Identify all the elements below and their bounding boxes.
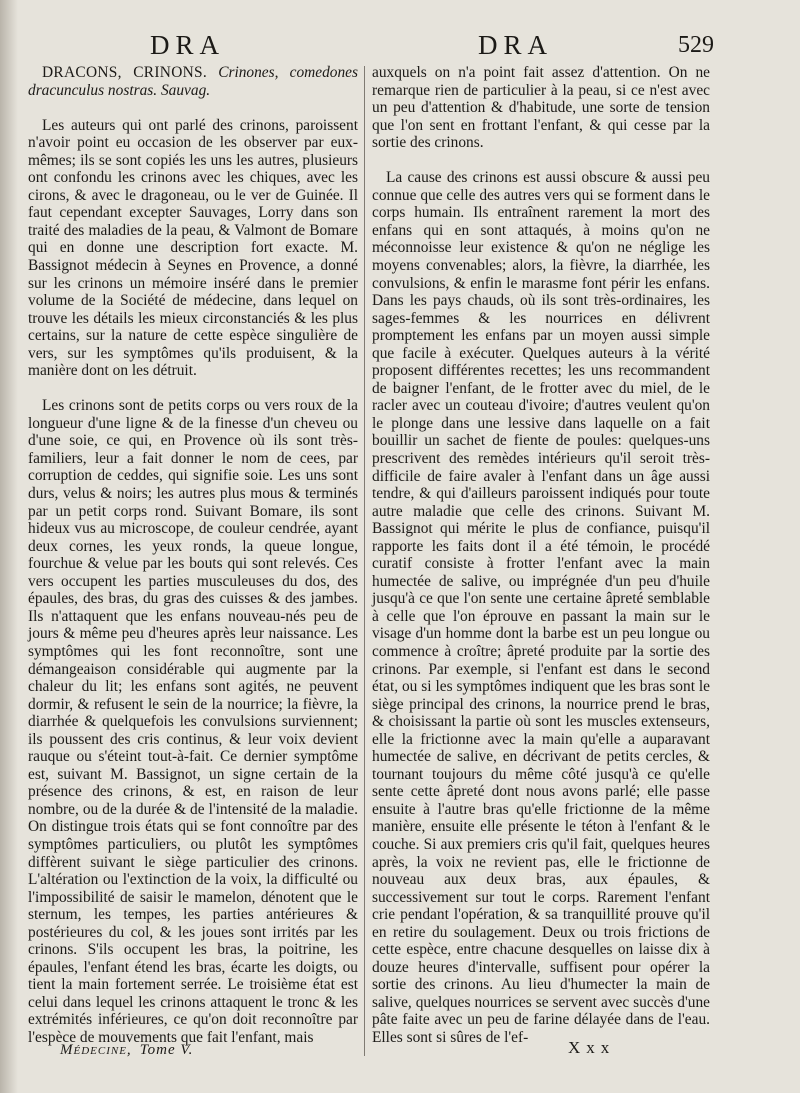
binding-shadow (0, 0, 18, 1093)
signature-text: Médecine, (60, 1042, 132, 1058)
paragraph: Les crinons sont de petits corps ou vers roux de la longueur d'une ligne & de la finesse d'un cheveu ou d'une soie, ce qui, en Provence où ils sont très-familiers, leur a fait donner le nom de cees, par corruption de ceddes, qui signifie soie. Les uns sont durs, velus & noirs; les autres plus mous & terminés par un petit corps rond. Suivant Bomare, ils sont hideux vus au microscope, de couleur cendrée, ayant deux cornes, les yeux ronds, la queue longue, fourchue & velue par les bouts qui sont relevés. Ces vers occupent les parties musculeuses du dos, des épaules, des bras, du gras des cuisses & des jambes. Ils n'attaquent que les enfans nouveau-nés peu de jours & même peu d'heures après leur naissance. Les symptômes qui les font reconnoître, sont une démangeaison considérable qui augmente par la chaleur du lit; les enfans sont agités, ne peuvent dormir, & refusent le sein de la nourrice; la fièvre, la diarrhée & quelquefois les convulsions surviennent; ils poussent des cris continus, & leur voix devient rauque ou s'éteint tout-à-fait. Ce dernier symptôme est, suivant M. Bassignot, un signe certain de la présence des crinons, & est, en raison de leur nombre, ou de la durée & de l'intensité de la maladie. On distingue trois états qui se font connoître par des symptômes particuliers, ou plutôt les symptômes diffèrent suivant le siège particulier des crinons. L'altération ou l'extinction de la voix, la difficulté ou l'impossibilité de saisir le mamelon, dénotent que le sternum, les tempes, les parties antérieures & postérieures du col, & les joues sont irrités par les crinons. S'ils occupent les bras, la poitrine, les épaules, l'enfant étend les bras, écarte les doigts, ou tient la main fortement serrée. Le troisième état est celui dans lequel les crinons attaquent le tronc & les extrémités inférieures, ce qu'on doit reconnoître par l'espèce de mouvements que fait l'enfant, mais (28, 397, 358, 1046)
signature-mark: Xxx (568, 1038, 616, 1057)
paragraph: auxquels on n'a point fait assez d'attention. On ne remarque rien de particulier à la peau, si ce n'est avec un peu d'attention & d'habitude, une sorte de tension que l'on sent en frottant l'enfant, & qui cesse par la sortie des crinons. (372, 64, 710, 152)
entry-heading (28, 64, 358, 99)
footer-signature (60, 1042, 193, 1059)
running-head-left: DRA (150, 30, 226, 60)
page-number: 529 (678, 32, 714, 58)
tome-label: Tome V. (139, 1042, 194, 1058)
entry-headword: DRACONS, CRINONS. (42, 64, 208, 81)
entry-synonyms: Crinones, comedones dracunculus nostras. Sauvag. (28, 64, 358, 99)
left-column (28, 64, 358, 1047)
column-divider (364, 66, 365, 1056)
right-column (372, 64, 710, 1047)
running-head-right: DRA (478, 30, 554, 60)
paragraph: La cause des crinons est aussi obscure & aussi peu connue que celle des autres vers qui se forment dans le corps humain. Ils entraînent rarement la mort des enfans qui en sont attaqués, à moins qu'on ne méconnoisse leur existence & qu'on ne néglige les moyens convenables; alors, la fièvre, la diarrhée, les convulsions, & enfin le marasme font périr les enfans. Dans les pays chauds, où ils sont très-ordinaires, les sages-femmes & les nourrices en délivrent promptement les enfans par un moyen aussi simple que facile à exécuter. Quelques auteurs à la vérité proposent différentes recettes; les uns recommandent de baigner l'enfant, de le frotter avec du miel, de le racler avec un couteau d'ivoire; d'autres veulent qu'on le plonge dans une lessive dans laquelle on a fait bouillir un sachet de fiente de poules: quelques-uns prescrivent des remèdes intérieurs qu'il seroit très-difficile de faire avaler à l'enfant dans un âge aussi tendre, & qui d'ailleurs paroissent indiqués pour toute autre maladie que celle des crinons. Suivant M. Bassignot qui mérite le plus de confiance, puisqu'il rapporte les faits dont il a été témoin, le procédé curatif consiste à frotter l'enfant avec la main humectée de salive, ou imprégnée d'un peu d'huile jusqu'à ce que l'on sente une certaine âpreté semblable à celle que l'on éprouve en passant la main sur le visage d'un homme dont la barbe est un peu longue ou commence à croître; âpreté produite par la sortie des crinons. Par exemple, si l'enfant est dans le second état, ou si les symptômes indiquent que les bras sont le siège principal des crinons, la nourrice prend le bras, & choisissant la partie où sont les muscles extenseurs, elle la frictionne avec la main qu'elle a auparavant humectée de salive, en décrivant de petits cercles, & tournant toujours du même côté jusqu'à ce qu'elle sente cette âpreté dont nous avons parlé; elle passe ensuite à l'autre bras qu'elle frictionne de la même manière, ensuite elle présente le téton à l'enfant & le couche. Si aux premiers cris qu'il fait, quelques heures après, la voix ne revient pas, elle le frictionne de nouveau aux deux bras, aux épaules, & successivement sur tout le corps. Rarement l'enfant crie pendant l'opération, & sa tranquillité prouve qu'il en retire du soulagement. Deux ou trois frictions de cette espèce, entre chacune desquelles on laisse dix à douze heures d'intervalle, suffisent pour opérer la sortie des crinons. Au lieu d'humecter la main de salive, quelques nourrices se servent avec succès d'une pâte faite avec un peu de farine délayée dans de l'eau. Elles sont si sûres de l'ef- (372, 169, 710, 1047)
paragraph: Les auteurs qui ont parlé des crinons, paroissent n'avoir point eu occasion de les observer par eux-mêmes; ils se sont copiés les uns les autres, plusieurs ont confondu les crinons avec les chiques, avec les cirons, & avec le dragoneau, ou le ver de Guinée. Il faut cependant excepter Sauvages, Lorry dans son traité des maladies de la peau, & Valmont de Bomare qui en donne une description fort exacte. M. Bassignot médecin à Seynes en Provence, a donné sur les crinons un mémoire inséré dans le premier volume de la Société de médecine, dans lequel on trouve les détails les mieux circonstanciés & les plus certains, sur la nature de cette espèce singulière de vers, sur les symptômes qu'ils produisent, & la manière dont on les détruit. (28, 116, 358, 380)
